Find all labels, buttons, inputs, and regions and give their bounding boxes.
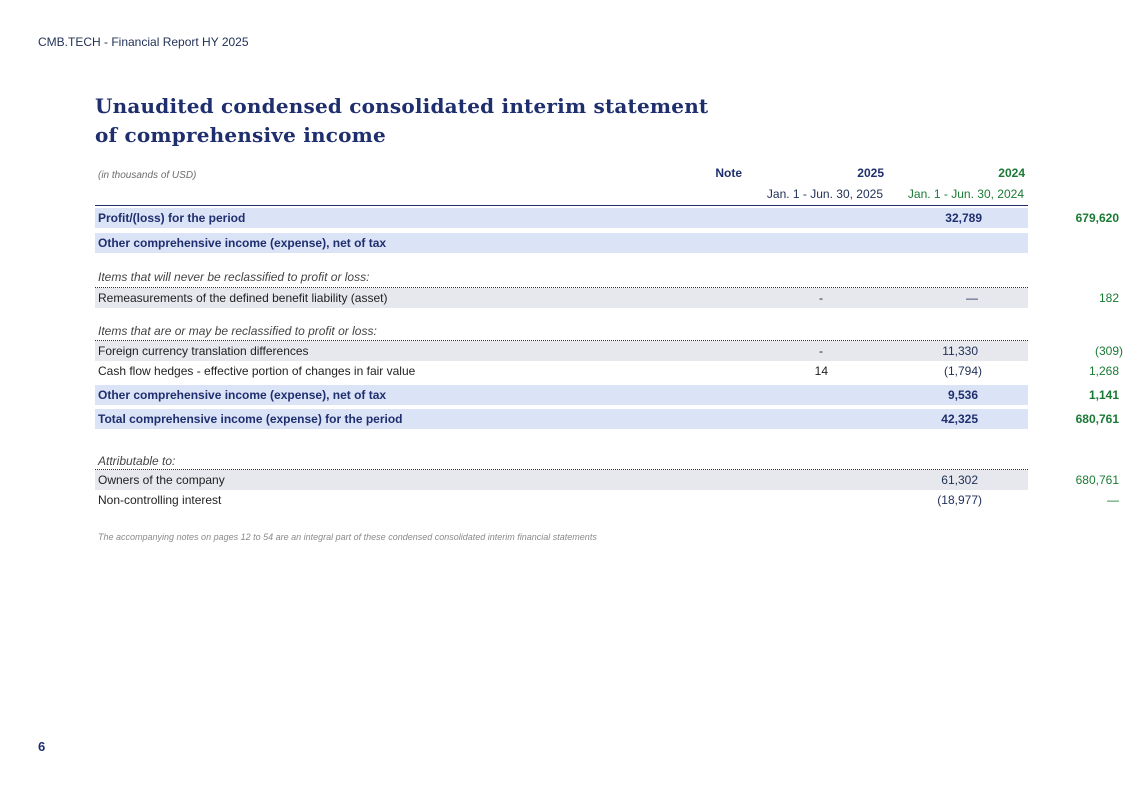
value-2024: (309) <box>1094 344 1123 358</box>
value-2024: 1,268 <box>1088 364 1119 378</box>
column-header-note: Note <box>715 166 742 180</box>
column-header-2025: 2025 <box>857 166 884 180</box>
units-label: (in thousands of USD) <box>98 170 197 181</box>
table-row-remeasurements <box>95 288 1119 308</box>
table-row-oci-heading <box>95 233 1028 253</box>
table-row-cash-flow-hedges <box>95 361 1119 381</box>
value-2025: 61,302 <box>941 473 978 487</box>
value-2024: 679,620 <box>1075 211 1119 225</box>
value-2025: (1,794) <box>943 364 982 378</box>
value-2024: 182 <box>1098 291 1119 305</box>
header-rule <box>95 205 1028 206</box>
value-2025: 9,536 <box>947 388 978 402</box>
table-row-non-controlling-interest <box>95 490 1119 510</box>
value-2025: 32,789 <box>945 211 982 225</box>
page-number: 6 <box>38 739 46 754</box>
row-label: Owners of the company <box>98 473 225 487</box>
page-title <box>95 92 735 150</box>
section-label-attributable: Attributable to: <box>98 454 176 468</box>
footnote: The accompanying notes on pages 12 to 54 are an integral part of these condensed consolidated interim financial statements <box>98 532 597 542</box>
value-2025: 11,330 <box>942 344 978 358</box>
row-label: Remeasurements of the defined benefit liability (asset) <box>98 291 388 305</box>
note-ref: - <box>819 291 823 305</box>
value-2024: 680,761 <box>1075 412 1119 426</box>
table-row-owners <box>95 470 1119 490</box>
period-label-2024: Jan. 1 - Jun. 30, 2024 <box>907 187 1024 201</box>
value-2024: 1,141 <box>1088 388 1119 402</box>
value-2025: — <box>966 291 978 305</box>
row-label: Total comprehensive income (expense) for the period <box>98 412 403 426</box>
table-row-fx-translation <box>95 341 1123 361</box>
row-label: Other comprehensive income (expense), net of tax <box>98 388 387 402</box>
value-2025: (18,977) <box>937 493 982 507</box>
page-title-line-2: of comprehensive income <box>95 123 386 147</box>
table-row-oci-total <box>95 385 1119 405</box>
table-row-profit <box>95 208 1119 228</box>
row-label: Profit/(loss) for the period <box>98 211 246 225</box>
row-label: Non-controlling interest <box>98 493 222 507</box>
note-ref: - <box>819 344 823 358</box>
value-2025: 42,325 <box>941 412 978 426</box>
row-label: Foreign currency translation differences <box>98 344 309 358</box>
page-title-line-1: Unaudited condensed consolidated interim statement <box>95 94 709 118</box>
row-label: Other comprehensive income (expense), net of tax <box>98 236 387 250</box>
note-ref: 14 <box>814 364 828 378</box>
row-label: Cash flow hedges - effective portion of changes in fair value <box>98 364 416 378</box>
column-header-2024: 2024 <box>998 166 1025 180</box>
table-row-total-comprehensive-income <box>95 409 1119 429</box>
document-header: CMB.TECH - Financial Report HY 2025 <box>38 35 249 49</box>
value-2024: 680,761 <box>1075 473 1119 487</box>
value-2024: — <box>1107 493 1119 507</box>
section-label-may-reclassify: Items that are or may be reclassified to profit or loss: <box>98 324 377 338</box>
period-label-2025: Jan. 1 - Jun. 30, 2025 <box>766 187 883 201</box>
section-label-never-reclassified: Items that will never be reclassified to profit or loss: <box>98 270 370 284</box>
